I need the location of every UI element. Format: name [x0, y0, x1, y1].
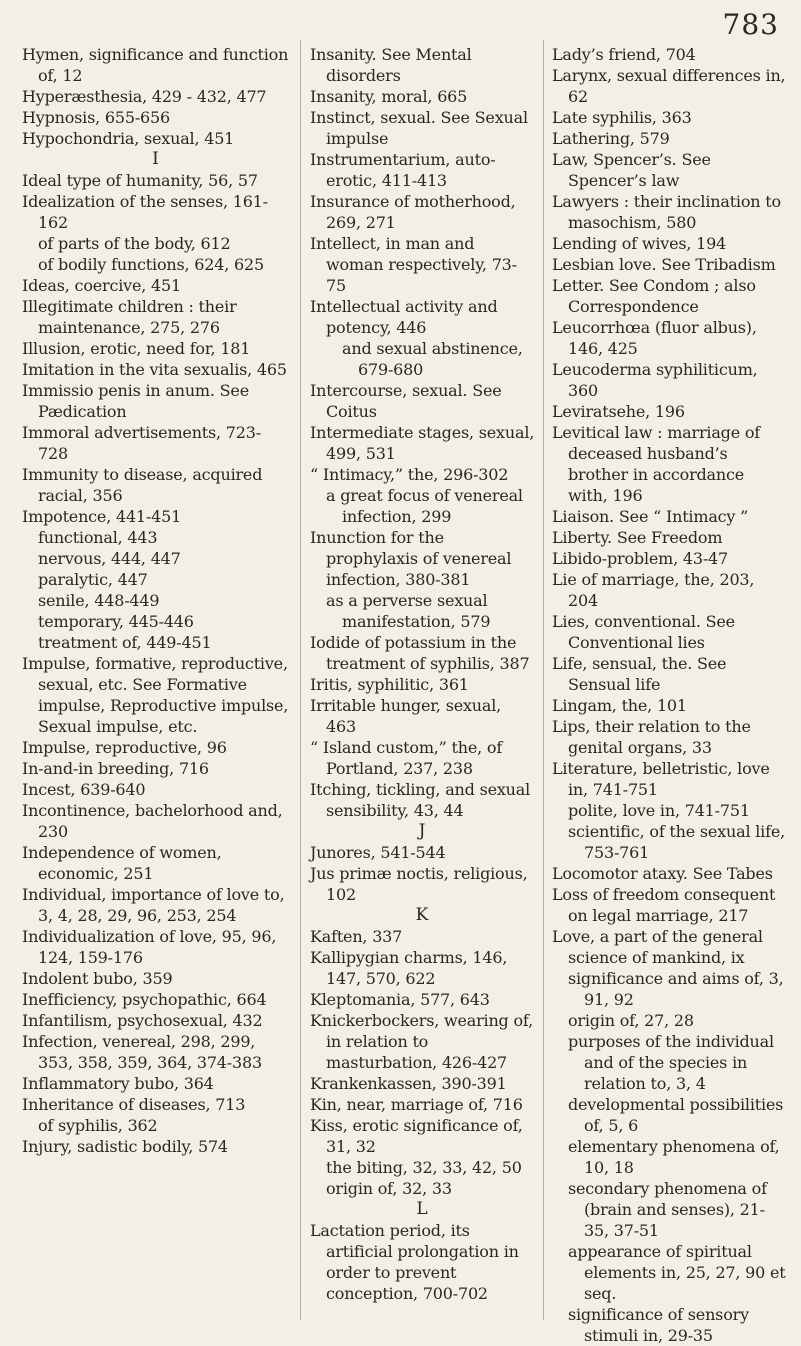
index-entry: Knickerbockers, wearing of, in relation to masturbation, 426-427 — [310, 1011, 533, 1072]
index-subentry: scientific, of the sexual life, 753-761 — [568, 822, 785, 862]
index-entry: Kin, near, marriage of, 716 — [310, 1095, 523, 1114]
index-entry: Leviratsehe, 196 — [552, 402, 685, 421]
index-entry: Hypnosis, 655-656 — [22, 108, 170, 127]
index-entry: Individualization of love, 95, 96, 124, 159-176 — [22, 927, 277, 967]
index-entry: Infection, venereal, 298, 299, 353, 358, 359, 364, 374-383 — [22, 1032, 262, 1072]
index-entry: Literature, belletristic, love in, 741-751 — [552, 759, 770, 799]
index-subentry: a great focus of venereal infection, 299 — [326, 486, 523, 526]
index-entry: Locomotor ataxy. See Tabes — [552, 864, 773, 883]
index-entry: Hyperæsthesia, 429 - 432, 477 — [22, 87, 267, 106]
section-letter: J — [418, 821, 427, 841]
index-entry: Individual, importance of love to, 3, 4, 28, 29, 96, 253, 254 — [22, 885, 285, 925]
index-entry: Intercourse, sexual. See Coitus — [310, 381, 502, 421]
index-entry: Kaften, 337 — [310, 927, 403, 946]
index-subentry: nervous, 444, 447 — [38, 549, 181, 568]
index-entry: Lending of wives, 194 — [552, 234, 727, 253]
index-entry: Intellectual activity and potency, 446 — [310, 297, 498, 337]
index-subentry: polite, love in, 741-751 — [568, 801, 750, 820]
index-entry: Independence of women, economic, 251 — [22, 843, 222, 883]
index-entry: Indolent bubo, 359 — [22, 969, 173, 988]
index-entry: Instinct, sexual. See Sexual impulse — [310, 108, 528, 148]
index-subentry: of syphilis, 362 — [38, 1116, 158, 1135]
index-subentry: origin of, 27, 28 — [568, 1011, 694, 1030]
index-subentry: and sexual abstinence, 679-680 — [342, 339, 523, 379]
index-entry: Lips, their relation to the genital organs, 33 — [552, 717, 751, 757]
index-entry: In-and-in breeding, 716 — [22, 759, 209, 778]
index-entry: Kiss, erotic significance of, 31, 32 — [310, 1116, 523, 1156]
index-entry: Illusion, erotic, need for, 181 — [22, 339, 251, 358]
index-entry: Letter. See Condom ; also Correspondence — [552, 276, 756, 316]
index-entry: Injury, sadistic bodily, 574 — [22, 1137, 228, 1156]
index-entry: Jus primæ noctis, religious, 102 — [310, 864, 528, 904]
index-subentry: origin of, 32, 33 — [326, 1179, 452, 1198]
index-entry: Kleptomania, 577, 643 — [310, 990, 490, 1009]
index-entry: Law, Spencer’s. See Spencer’s law — [552, 150, 711, 190]
index-entry: Larynx, sexual differences in, 62 — [552, 66, 786, 106]
index-entry: Impulse, formative, reproductive, sexual, etc. See Formative impulse, Reproductive impulse, Sexual impulse, etc. — [22, 654, 289, 736]
index-entry: Incest, 639-640 — [22, 780, 146, 799]
index-entry: Instrumentarium, auto-erotic, 411-413 — [310, 150, 496, 190]
index-subentry: of bodily functions, 624, 625 — [38, 255, 264, 274]
index-entry: Lesbian love. See Tribadism — [552, 255, 776, 274]
index-column-3 — [552, 44, 788, 1346]
section-letter: K — [415, 905, 430, 925]
index-entry: Immissio penis in anum. See Pædication — [22, 381, 249, 421]
index-subentry: developmental possibilities of, 5, 6 — [568, 1095, 784, 1135]
index-entry: Liberty. See Freedom — [552, 528, 723, 547]
index-entry: Itching, tickling, and sexual sensibility, 43, 44 — [310, 780, 531, 820]
section-letter: I — [152, 149, 160, 169]
index-entry: Immoral advertisements, 723-728 — [22, 423, 261, 463]
index-entry: Iodide of potassium in the treatment of syphilis, 387 — [310, 633, 530, 673]
index-subentry: as a perverse sexual manifestation, 579 — [326, 591, 491, 631]
index-entry: Love, a part of the general science of mankind, ix — [552, 927, 763, 967]
index-entry: Life, sensual, the. See Sensual life — [552, 654, 727, 694]
index-entry: Loss of freedom consequent on legal marriage, 217 — [552, 885, 776, 925]
index-entry: Idealization of the senses, 161-162 — [22, 192, 268, 232]
index-subentry: purposes of the individual and of the species in relation to, 3, 4 — [568, 1032, 774, 1093]
column-divider-right — [543, 40, 544, 1320]
index-entry: Lady’s friend, 704 — [552, 45, 696, 64]
index-entry: Immunity to disease, acquired racial, 356 — [22, 465, 263, 505]
index-entry: Iritis, syphilitic, 361 — [310, 675, 469, 694]
index-entry: Leucorrhœa (fluor albus), 146, 425 — [552, 318, 757, 358]
index-entry: Intermediate stages, sexual, 499, 531 — [310, 423, 535, 463]
index-entry: Late syphilis, 363 — [552, 108, 692, 127]
index-entry: “ Island custom,” the, of Portland, 237, 238 — [310, 738, 503, 778]
index-entry: Impotence, 441-451 — [22, 507, 182, 526]
index-subentry: secondary phenomena of (brain and senses), 21-35, 37-51 — [568, 1179, 767, 1240]
index-subentry: senile, 448-449 — [38, 591, 160, 610]
index-entry: Inflammatory bubo, 364 — [22, 1074, 214, 1093]
index-entry: Ideal type of humanity, 56, 57 — [22, 171, 258, 190]
index-subentry: temporary, 445-446 — [38, 612, 194, 631]
index-entry: Lies, conventional. See Conventional lies — [552, 612, 735, 652]
index-subentry: the biting, 32, 33, 42, 50 — [326, 1158, 522, 1177]
index-entry: Libido-problem, 43-47 — [552, 549, 729, 568]
index-subentry: elementary phenomena of, 10, 18 — [568, 1137, 780, 1177]
index-subentry: of parts of the body, 612 — [38, 234, 231, 253]
index-entry: Inefficiency, psychopathic, 664 — [22, 990, 267, 1009]
column-divider-left — [300, 40, 301, 1320]
index-entry: “ Intimacy,” the, 296-302 — [310, 465, 509, 484]
index-entry: Lathering, 579 — [552, 129, 670, 148]
index-entry: Imitation in the vita sexualis, 465 — [22, 360, 287, 379]
index-entry: Lactation period, its artificial prolongation in order to prevent conception, 700-702 — [310, 1221, 519, 1303]
index-entry: Irritable hunger, sexual, 463 — [310, 696, 502, 736]
index-entry: Junores, 541-544 — [310, 843, 446, 862]
index-entry: Intellect, in man and woman respectively, 73-75 — [310, 234, 517, 295]
index-entry: Hypochondria, sexual, 451 — [22, 129, 235, 148]
page-number: 783 — [722, 8, 779, 41]
index-entry: Insurance of motherhood, 269, 271 — [310, 192, 516, 232]
index-entry: Infantilism, psychosexual, 432 — [22, 1011, 263, 1030]
index-entry: Leucoderma syphiliticum, 360 — [552, 360, 758, 400]
index-entry: Lie of marriage, the, 203, 204 — [552, 570, 755, 610]
index-entry: Krankenkassen, 390-391 — [310, 1074, 507, 1093]
index-entry: Insanity, moral, 665 — [310, 87, 468, 106]
index-entry: Insanity. See Mental disorders — [310, 45, 472, 85]
index-entry: Levitical law : marriage of deceased husband’s brother in accordance with, 196 — [552, 423, 761, 505]
index-entry: Inheritance of diseases, 713 — [22, 1095, 246, 1114]
index-subentry: functional, 443 — [38, 528, 158, 547]
index-column-1 — [22, 44, 290, 1157]
index-entry: Kallipygian charms, 146, 147, 570, 622 — [310, 948, 508, 988]
index-entry: Incontinence, bachelorhood and, 230 — [22, 801, 283, 841]
index-subentry: paralytic, 447 — [38, 570, 148, 589]
index-subentry: significance and aims of, 3, 91, 92 — [568, 969, 784, 1009]
section-letter: L — [416, 1199, 429, 1219]
index-entry: Liaison. See “ Intimacy ” — [552, 507, 749, 526]
index-entry: Lingam, the, 101 — [552, 696, 687, 715]
index-entry: Ideas, coercive, 451 — [22, 276, 181, 295]
index-entry: Impulse, reproductive, 96 — [22, 738, 227, 757]
index-entry: Illegitimate children : their maintenance, 275, 276 — [22, 297, 237, 337]
index-entry: Inunction for the prophylaxis of venereal infection, 380-381 — [310, 528, 512, 589]
index-entry: Hymen, significance and function of, 12 — [22, 45, 289, 85]
index-subentry: appearance of spiritual elements in, 25, 27, 90 et seq. — [568, 1242, 786, 1303]
index-subentry: treatment of, 449-451 — [38, 633, 212, 652]
index-column-2 — [310, 44, 535, 1304]
index-subentry: significance of sensory stimuli in, 29-35 — [568, 1305, 749, 1345]
index-entry: Lawyers : their inclination to masochism, 580 — [552, 192, 781, 232]
